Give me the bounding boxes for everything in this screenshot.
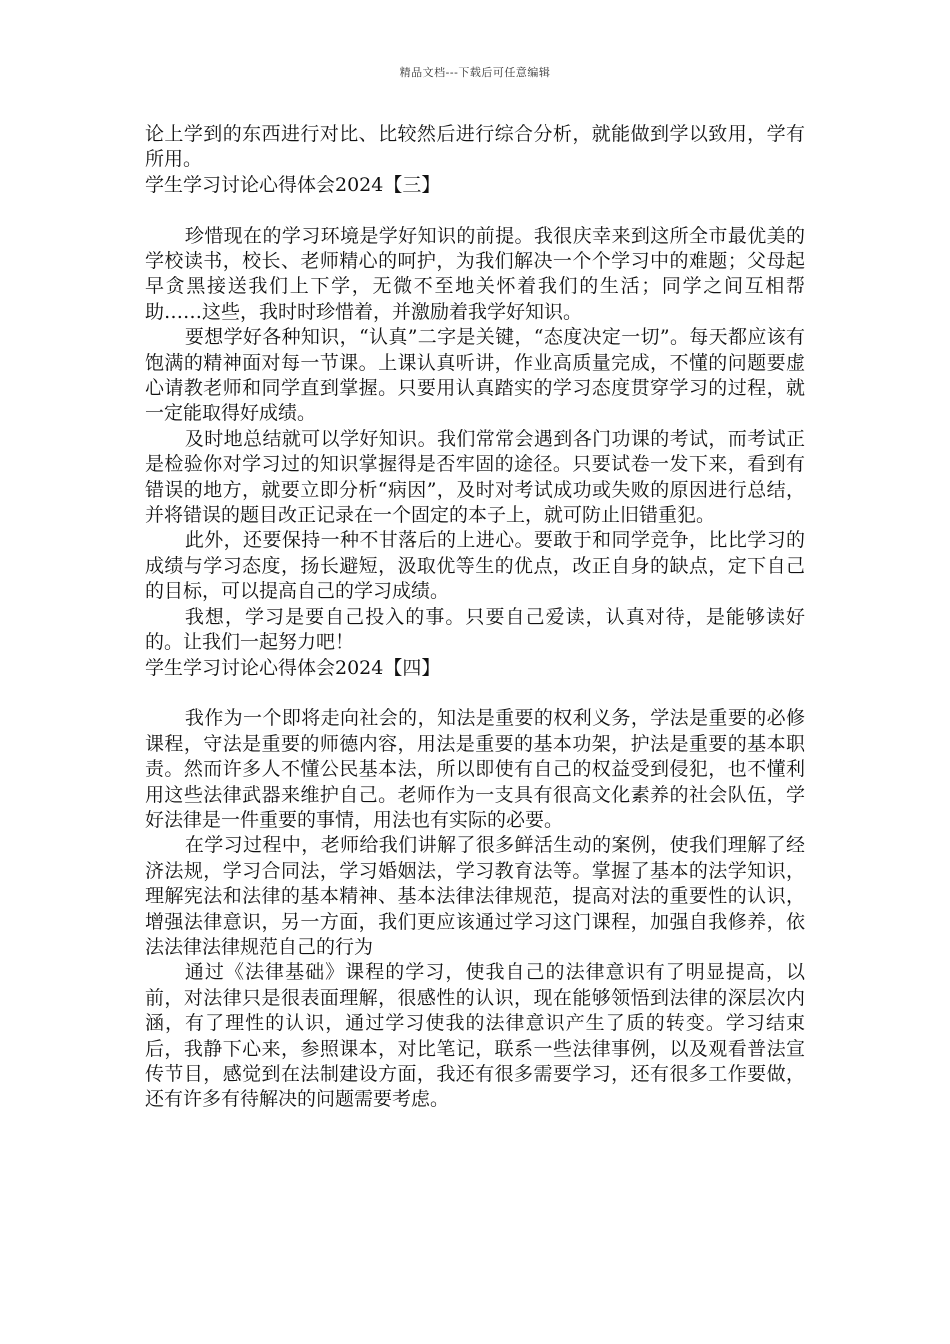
page-header: 精品文档---下载后可任意编辑 — [399, 66, 551, 79]
section-3-title: 学生学习讨论心得体会2024【三】 — [145, 173, 441, 196]
section-4-paragraph-1: 我作为一个即将走向社会的，知法是重要的权利义务，学法是重要的必修课程，守法是重要的师德内容，用法是重要的基本功架，护法是重要的基本职责。然而许多人不懂公民基本法，所以即使有自己的权益受到侵犯，也不懂利用这些法律武器来维护自己。老师作为一支具有很高文化素养的社会队伍，学好法律是一件重要的事情，用法也有实际的必要。 — [145, 707, 805, 831]
section-3-paragraph-4: 此外，还要保持一种不甘落后的上进心。要敢于和同学竞争，比比学习的成绩与学习态度，扬长避短，汲取优等生的优点，改正自身的缺点，定下自己的目标，可以提高自己的学习成绩。 — [145, 529, 805, 603]
section-4-title: 学生学习讨论心得体会2024【四】 — [145, 656, 441, 679]
section-3-paragraph-3: 及时地总结就可以学好知识。我们常常会遇到各门功课的考试，而考试正是检验你对学习过的知识掌握得是否牢固的途径。只要试卷一发下来，看到有错误的地方，就要立即分析“病因”，及时对考试成功或失败的原因进行总结，并将错误的题目改正记录在一个固定的本子上，就可防止旧错重犯。 — [145, 427, 805, 527]
section-3-paragraph-5: 我想，学习是要自己投入的事。只要自己爱读，认真对待，是能够读好的。让我们一起努力吧！ — [145, 605, 805, 654]
document-body — [145, 122, 805, 1113]
blank-line — [145, 198, 805, 223]
continued-paragraph: 论上学到的东西进行对比、比较然后进行综合分析，就能做到学以致用，学有所用。 — [145, 123, 805, 171]
section-4-paragraph-2: 在学习过程中，老师给我们讲解了很多鲜活生动的案例，使我们理解了经济法规，学习合同法，学习婚姻法，学习教育法等。掌握了基本的法学知识，理解宪法和法律的基本精神、基本法律法律规范，提高对法的重要性的认识，增强法律意识，另一方面，我们更应该通过学习这门课程，加强自我修养，依法法律法律规范自己的行为 — [145, 834, 805, 958]
section-3-paragraph-2: 要想学好各种知识，“认真”二字是关键，“态度决定一切”。每天都应该有饱满的精神面对每一节课。上课认真听讲，作业高质量完成，不懂的问题要虚心请教老师和同学直到掌握。只要用认真踏实的学习态度贯穿学习的过程，就一定能取得好成绩。 — [145, 326, 805, 425]
section-4-paragraph-3: 通过《法律基础》课程的学习，使我自己的法律意识有了明显提高，以前，对法律只是很表面理解，很感性的认识，现在能够领悟到法律的深层次内涵，有了理性的认识，通过学习使我的法律意识产生了质的转变。学习结束后，我静下心来，参照课本，对比笔记，联系一些法律事例，以及观看普法宣传节目，感觉到在法制建设方面，我还有很多需要学习，还有很多工作要做，还有许多有待解决的问题需要考虑。 — [145, 961, 805, 1111]
section-3-paragraph-1: 珍惜现在的学习环境是学好知识的前提。我很庆幸来到这所全市最优美的学校读书，校长、老师精心的呵护，为我们解决一个个学习中的难题；父母起早贪黑接送我们上下学，无微不至地关怀着我们的生活；同学之间互相帮助……这些，我时时珍惜着，并激励着我学好知识。 — [145, 224, 805, 323]
blank-line — [145, 681, 805, 706]
